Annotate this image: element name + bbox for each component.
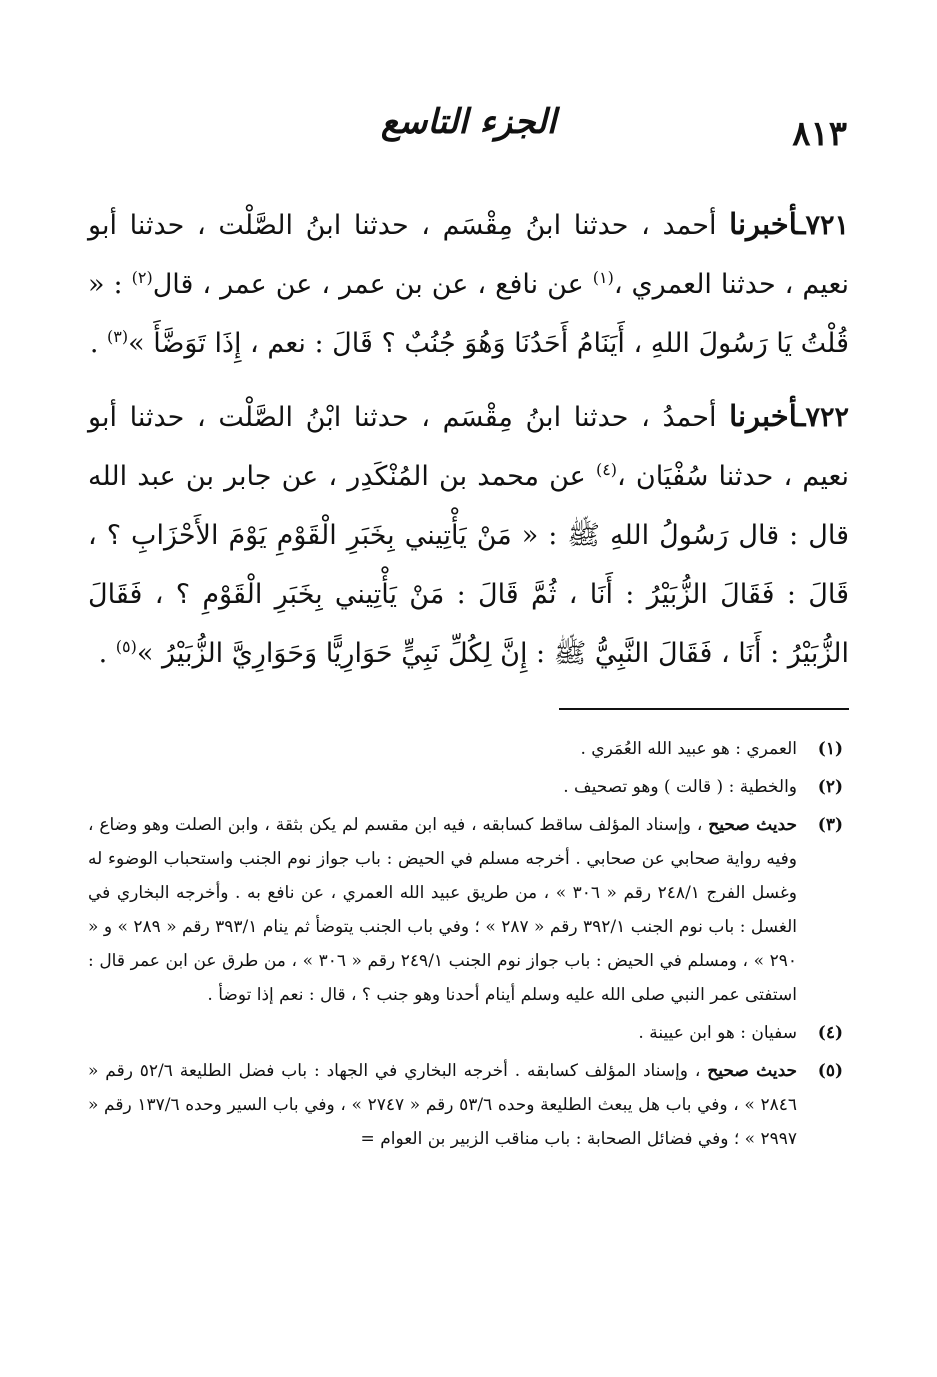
footnote-text: سفيان : هو ابن عيينة . [638,1023,797,1043]
hadith-text: أحمدُ ، حدثنا ابنُ مِقْسَم ، حدثنا ابْنُ الصَّلْت ، حدثنا أبو نعيم ، حدثنا سُفْيَان ، [88,402,850,492]
footnote-label: (٤) [817,1023,843,1043]
footnote-4 [88,1016,843,1050]
footnote-label: (١) [817,739,843,759]
footnote-grade: حديث صحيح [708,815,797,835]
footnotes [88,732,843,1160]
hadith-opening: أخبرنا [729,207,798,241]
hadith-text: . [98,638,116,669]
hadith-text: أحمد ، حدثنا ابنُ مِقْسَم ، حدثنا ابنُ الصَّلْت ، حدثنا أبو نعيم ، حدثنا العمري ، [88,210,849,300]
footnote-label: (٣) [817,815,843,835]
footnote-2 [88,770,843,804]
hadith-text: عن نافع ، عن بن عمر ، عن عمر ، قال [152,269,593,300]
hadith-text: : « قُلْتُ يَا رَسُولَ اللهِ ، أَيَنَامُ أَحَدُنَا وَهُوَ جُنُبٌ ؟ قَالَ : نعم ، إِذَا تَوَضَّأَ » [88,269,849,359]
hadith-721 [88,195,849,373]
hadith-text: عن محمد بن المُنْكَدِر ، عن جابر بن عبد الله قال : قال رَسُولُ اللهِ ﷺ : « مَنْ يَأْتِيني بِخَبَرِ الْقَوْمِ يَوْمَ الأَحْزَابِ ؟ ، قَالَ : فَقَالَ الزُّبَيْرُ : أَنَا ، ثُمَّ قَالَ : مَنْ يَأْتِيني بِخَبَرِ الْقَوْمِ ؟ ، فَقَالَ الزُّبَيْرُ : أَنَا ، فَقَالَ النَّبِيُّ ﷺ : إِنَّ لِكُلِّ نَبِيٍّ حَوَارِيًّا وَحَوَارِيَّ الزُّبَيْرُ » [88,461,849,669]
footnote-ref: (٢) [131,268,153,287]
footnote-text: والخطية : ( قالت ) وهو تصحيف . [563,777,797,797]
footnote-text: ، وإسناد المؤلف ساقط كسابقه ، فيه ابن مقسم لم يكن بثقة ، وابن الصلت وهو وضاع ، وفيه رواية صحابي عن صحابي . أخرجه مسلم في الحيض : باب جواز نوم الجنب واستحباب الوضوء له وغسل الفرج ٢٤٨/١ رقم « ٣٠٦ » ، من طريق عبيد الله العمري ، عن نافع به . وأخرجه البخاري في الغسل : باب نوم الجنب ٣٩٢/١ رقم « ٢٨٧ » ؛ وفي باب الجنب يتوضأ ثم ينام ٣٩٣/١ رقم « ٢٨٩ » و « ٢٩٠ » ، ومسلم في الحيض : باب جواز نوم الجنب ٢٤٩/١ رقم « ٣٠٦ » ، من طرق عن ابن عمر قال : استفتى عمر النبي صلى الله عليه وسلم أينام أحدنا وهو جنب ؟ ، قال : نعم إذا توضأ . [88,815,798,1005]
main-text [88,195,849,683]
hadith-722 [88,387,849,683]
footnote-label: (٢) [817,777,843,797]
page-header [90,92,847,162]
footnote-ref: (٤) [595,460,618,479]
footnote-text: ، وإسناد المؤلف كسابقه . أخرجه البخاري في الجهاد : باب فضل الطليعة ٥٢/٦ رقم « ٢٨٤٦ » ، وفي باب هل يبعث الطليعة وحده ٥٣/٦ رقم « ٢٧٤٧ » ، وفي باب السير وحده ١٣٧/٦ رقم « ٢٩٩٧ » ؛ وفي فضائل الصحابة : باب مناقب الزبير بن العوام = [88,1061,798,1149]
hadith-number: ٧٢١ـ [797,210,849,241]
footnote-1 [88,732,843,766]
hadith-text: . [89,328,108,359]
footnote-divider [559,708,849,710]
page-number: ٨١٣ [792,114,847,154]
hadith-opening: أخبرنا [729,399,798,433]
hadith-number: ٧٢٢ـ [797,402,849,433]
footnote-ref: (٣) [107,327,129,346]
footnote-label: (٥) [817,1061,843,1081]
part-title: الجزء التاسع [380,102,557,142]
footnote-text: العمري : هو عبيد الله العُمَري . [580,739,797,759]
footnote-ref: (١) [592,268,614,287]
footnote-3 [88,808,843,1012]
footnote-5 [88,1054,843,1156]
footnote-grade: حديث صحيح [707,1061,798,1081]
footnote-ref: (٥) [115,637,137,656]
